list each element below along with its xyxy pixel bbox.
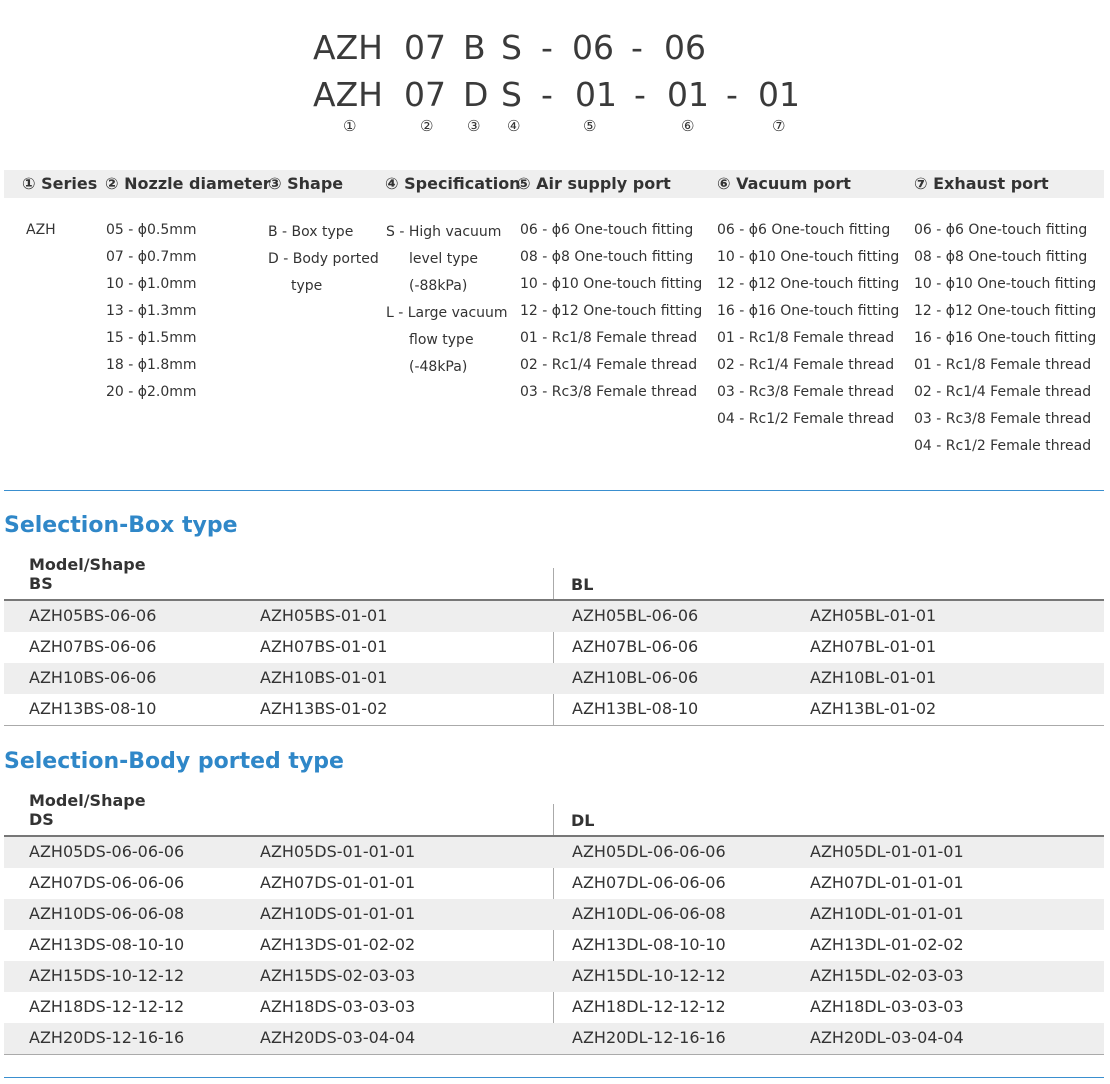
table-cell: AZH13BL-08-10 bbox=[572, 699, 699, 718]
box-selection-table bbox=[4, 555, 1104, 726]
list-item: L - Large vacuum bbox=[386, 305, 508, 321]
list-item: 20 - ϕ2.0mm bbox=[106, 384, 197, 400]
legend-spec-column bbox=[386, 222, 508, 384]
table-cell: AZH07DL-01-01-01 bbox=[810, 873, 964, 892]
list-item: 08 - ϕ8 One-touch fitting bbox=[914, 249, 1088, 265]
table-row bbox=[4, 601, 1104, 632]
table-cell: AZH18DL-03-03-03 bbox=[810, 997, 964, 1016]
table-cell: AZH10BS-06-06 bbox=[29, 668, 157, 687]
table-cell: AZH15DL-02-03-03 bbox=[810, 966, 964, 985]
list-item: 08 - ϕ8 One-touch fitting bbox=[520, 249, 694, 265]
list-item: 04 - Rc1/2 Female thread bbox=[914, 438, 1092, 454]
list-item: 16 - ϕ16 One-touch fitting bbox=[914, 330, 1097, 346]
column-divider bbox=[553, 804, 554, 835]
code-token: AZH bbox=[313, 75, 383, 114]
code-token: - bbox=[631, 28, 643, 67]
table-cell: AZH10BL-01-01 bbox=[810, 668, 937, 687]
code-token: 07 bbox=[404, 28, 446, 67]
code-token: 07 bbox=[404, 75, 446, 114]
legend-series-column bbox=[26, 220, 56, 247]
column-divider bbox=[553, 568, 554, 599]
table-cell: AZH05BS-06-06 bbox=[29, 606, 157, 625]
table-row bbox=[4, 663, 1104, 694]
table-cell: AZH13DS-08-10-10 bbox=[29, 935, 185, 954]
bl-label: BL bbox=[571, 575, 594, 594]
code-token: 01 bbox=[758, 75, 800, 114]
code-token: - bbox=[634, 75, 646, 114]
table-body bbox=[4, 601, 1104, 725]
legend-header-row bbox=[4, 170, 1104, 198]
table-row bbox=[4, 868, 1104, 899]
table-body bbox=[4, 837, 1104, 1054]
code-token: S bbox=[501, 28, 522, 67]
table-cell: AZH07BL-01-01 bbox=[810, 637, 937, 656]
table-cell: AZH05DL-01-01-01 bbox=[810, 842, 964, 861]
table-row bbox=[4, 632, 1104, 663]
table-cell: AZH07BS-06-06 bbox=[29, 637, 157, 656]
list-item: 10 - ϕ10 One-touch fitting bbox=[520, 276, 703, 292]
list-item: 18 - ϕ1.8mm bbox=[106, 357, 197, 373]
header-shape: ③ Shape bbox=[268, 174, 344, 193]
footer-divider bbox=[4, 1077, 1104, 1078]
list-item: 02 - Rc1/4 Female thread bbox=[914, 384, 1092, 400]
table-cell: AZH13DS-01-02-02 bbox=[260, 935, 416, 954]
legend-exhaust-column bbox=[914, 220, 1096, 463]
table-header bbox=[4, 791, 1104, 837]
model-shape-label: Model/Shape bbox=[29, 791, 146, 810]
marker-2: ② bbox=[420, 117, 434, 135]
table-row bbox=[4, 930, 1104, 961]
table-cell: AZH05BL-01-01 bbox=[810, 606, 937, 625]
code-token: 06 bbox=[664, 28, 706, 67]
list-item: 01 - Rc1/8 Female thread bbox=[520, 330, 698, 346]
marker-3: ③ bbox=[467, 117, 481, 135]
list-item: 10 - ϕ10 One-touch fitting bbox=[717, 249, 900, 265]
code-token: - bbox=[541, 75, 553, 114]
legend-nozzle-column bbox=[106, 220, 197, 409]
table-cell: AZH05DL-06-06-06 bbox=[572, 842, 726, 861]
table-cell: AZH10DL-06-06-08 bbox=[572, 904, 726, 923]
header-series: ① Series bbox=[22, 174, 98, 193]
table-cell: AZH07DS-01-01-01 bbox=[260, 873, 416, 892]
ds-label: DS bbox=[29, 810, 54, 829]
dl-label: DL bbox=[571, 811, 595, 830]
list-item: B - Box type bbox=[268, 224, 354, 240]
legend-vacuum-column bbox=[717, 220, 899, 436]
list-item: D - Body ported bbox=[268, 251, 379, 267]
list-item: 03 - Rc3/8 Female thread bbox=[717, 384, 895, 400]
table-cell: AZH07DL-06-06-06 bbox=[572, 873, 726, 892]
table-row bbox=[4, 899, 1104, 930]
table-cell: AZH15DL-10-12-12 bbox=[572, 966, 726, 985]
table-cell: AZH20DL-12-16-16 bbox=[572, 1028, 726, 1047]
list-item: 03 - Rc3/8 Female thread bbox=[914, 411, 1092, 427]
list-item: 12 - ϕ12 One-touch fitting bbox=[914, 303, 1097, 319]
table-cell: AZH05DS-01-01-01 bbox=[260, 842, 416, 861]
table-row bbox=[4, 961, 1104, 992]
table-cell: AZH15DS-10-12-12 bbox=[29, 966, 185, 985]
table-cell: AZH15DS-02-03-03 bbox=[260, 966, 416, 985]
table-cell: AZH07BL-06-06 bbox=[572, 637, 699, 656]
list-item: 05 - ϕ0.5mm bbox=[106, 222, 197, 238]
table-cell: AZH20DS-03-04-04 bbox=[260, 1028, 416, 1047]
list-item: 16 - ϕ16 One-touch fitting bbox=[717, 303, 900, 319]
list-item: 06 - ϕ6 One-touch fitting bbox=[520, 222, 694, 238]
table-cell: AZH20DS-12-16-16 bbox=[29, 1028, 185, 1047]
list-item: S - High vacuum bbox=[386, 224, 502, 240]
list-item: 01 - Rc1/8 Female thread bbox=[717, 330, 895, 346]
table-cell: AZH10BS-01-01 bbox=[260, 668, 388, 687]
table-cell: AZH20DL-03-04-04 bbox=[810, 1028, 964, 1047]
code-token: AZH bbox=[313, 28, 383, 67]
list-item: 15 - ϕ1.5mm bbox=[106, 330, 197, 346]
table-cell: AZH18DL-12-12-12 bbox=[572, 997, 726, 1016]
section-divider bbox=[4, 490, 1104, 491]
list-item: 01 - Rc1/8 Female thread bbox=[914, 357, 1092, 373]
table-cell: AZH05BS-01-01 bbox=[260, 606, 388, 625]
list-item: 12 - ϕ12 One-touch fitting bbox=[520, 303, 703, 319]
table-row bbox=[4, 837, 1104, 868]
list-item: 02 - Rc1/4 Female thread bbox=[717, 357, 895, 373]
table-bottom-rule bbox=[4, 725, 1104, 726]
header-exhaust: ⑦ Exhaust port bbox=[914, 174, 1049, 193]
body-section-title: Selection-Body ported type bbox=[4, 749, 344, 774]
list-item: 03 - Rc3/8 Female thread bbox=[520, 384, 698, 400]
list-item: (-48kPa) bbox=[409, 359, 468, 375]
box-section-title: Selection-Box type bbox=[4, 513, 238, 538]
code-token: S bbox=[501, 75, 522, 114]
table-row bbox=[4, 992, 1104, 1023]
table-row bbox=[4, 1023, 1104, 1054]
table-cell: AZH13DL-01-02-02 bbox=[810, 935, 964, 954]
list-item: 13 - ϕ1.3mm bbox=[106, 303, 197, 319]
list-item: flow type bbox=[409, 332, 474, 348]
body-selection-table bbox=[4, 791, 1104, 1055]
list-item: 04 - Rc1/2 Female thread bbox=[717, 411, 895, 427]
table-cell: AZH18DS-03-03-03 bbox=[260, 997, 416, 1016]
table-cell: AZH10DS-06-06-08 bbox=[29, 904, 185, 923]
list-item: level type bbox=[409, 251, 479, 267]
code-token: 06 bbox=[572, 28, 614, 67]
code-token: - bbox=[541, 28, 553, 67]
table-cell: AZH05BL-06-06 bbox=[572, 606, 699, 625]
table-cell: AZH13BL-01-02 bbox=[810, 699, 937, 718]
code-token: D bbox=[463, 75, 489, 114]
list-item: (-88kPa) bbox=[409, 278, 468, 294]
list-item: 02 - Rc1/4 Female thread bbox=[520, 357, 698, 373]
model-shape-label: Model/Shape bbox=[29, 555, 146, 574]
code-token: B bbox=[463, 28, 486, 67]
table-bottom-rule bbox=[4, 1054, 1104, 1055]
list-item: type bbox=[291, 278, 323, 294]
list-item: 06 - ϕ6 One-touch fitting bbox=[914, 222, 1088, 238]
marker-6: ⑥ bbox=[681, 117, 695, 135]
code-token: 01 bbox=[667, 75, 709, 114]
table-cell: AZH13DL-08-10-10 bbox=[572, 935, 726, 954]
legend-air-supply-column bbox=[520, 220, 702, 409]
table-cell: AZH18DS-12-12-12 bbox=[29, 997, 185, 1016]
list-item: 06 - ϕ6 One-touch fitting bbox=[717, 222, 891, 238]
marker-1: ① bbox=[343, 117, 357, 135]
list-item: 10 - ϕ10 One-touch fitting bbox=[914, 276, 1097, 292]
bs-label: BS bbox=[29, 574, 53, 593]
list-item: AZH bbox=[26, 222, 56, 238]
list-item: 12 - ϕ12 One-touch fitting bbox=[717, 276, 900, 292]
table-cell: AZH13BS-08-10 bbox=[29, 699, 157, 718]
table-cell: AZH05DS-06-06-06 bbox=[29, 842, 185, 861]
table-header bbox=[4, 555, 1104, 601]
table-cell: AZH10DS-01-01-01 bbox=[260, 904, 416, 923]
list-item: 10 - ϕ1.0mm bbox=[106, 276, 197, 292]
table-cell: AZH07DS-06-06-06 bbox=[29, 873, 185, 892]
marker-7: ⑦ bbox=[772, 117, 786, 135]
code-token: 01 bbox=[575, 75, 617, 114]
header-nozzle: ② Nozzle diameter bbox=[105, 174, 271, 193]
header-specification: ④ Specification bbox=[385, 174, 521, 193]
code-token: - bbox=[726, 75, 738, 114]
header-air-supply: ⑤ Air supply port bbox=[517, 174, 671, 193]
list-item: 07 - ϕ0.7mm bbox=[106, 249, 197, 265]
header-vacuum: ⑥ Vacuum port bbox=[717, 174, 851, 193]
table-cell: AZH10BL-06-06 bbox=[572, 668, 699, 687]
table-row bbox=[4, 694, 1104, 725]
table-cell: AZH07BS-01-01 bbox=[260, 637, 388, 656]
marker-5: ⑤ bbox=[583, 117, 597, 135]
table-cell: AZH10DL-01-01-01 bbox=[810, 904, 964, 923]
table-cell: AZH13BS-01-02 bbox=[260, 699, 388, 718]
legend-shape-column bbox=[268, 222, 379, 303]
marker-4: ④ bbox=[507, 117, 521, 135]
